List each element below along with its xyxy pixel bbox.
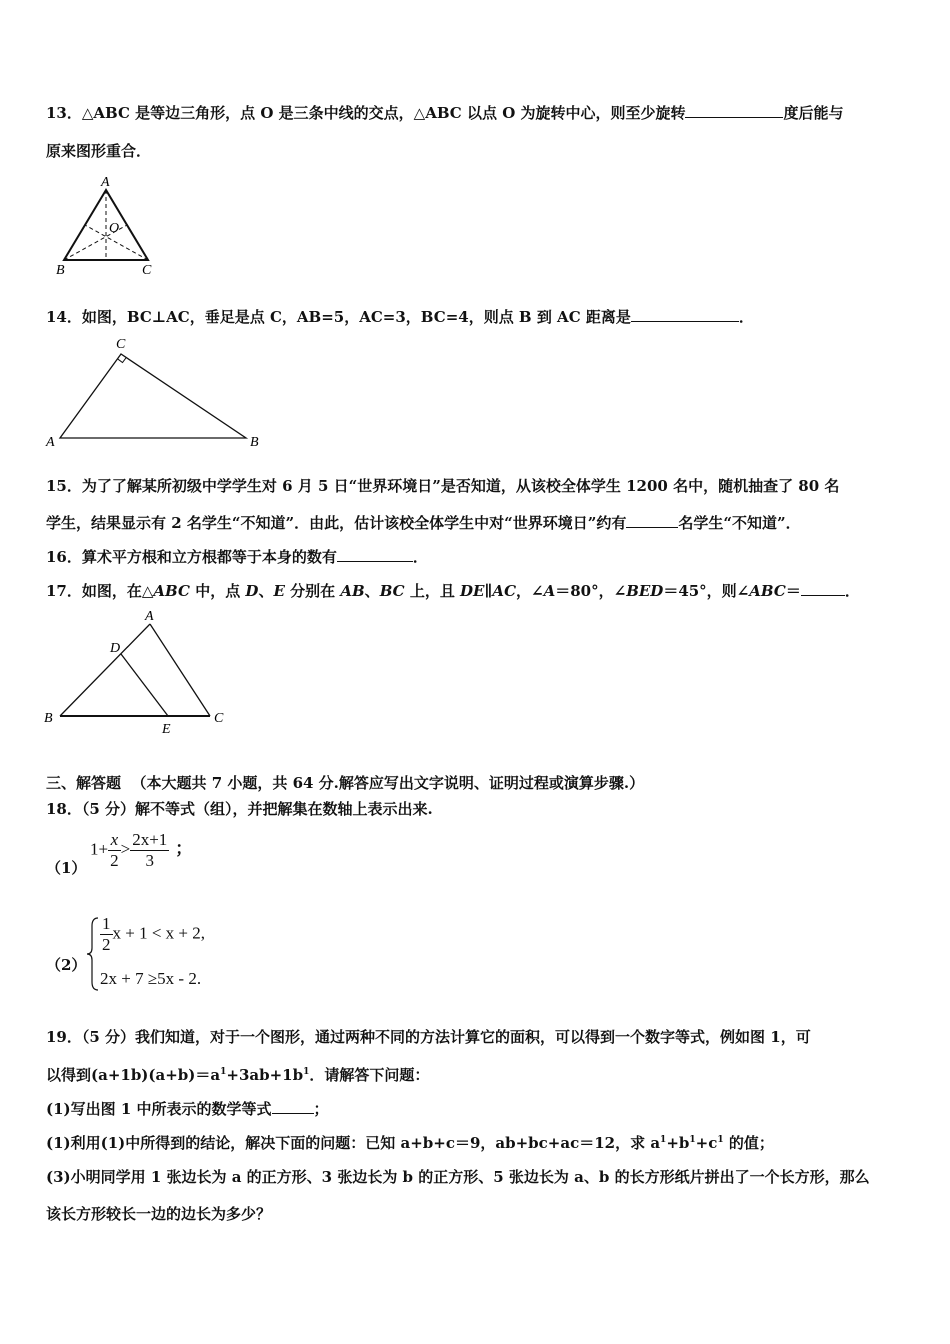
- q14-label-c: C: [116, 337, 126, 352]
- q17-label-c: C: [214, 711, 224, 726]
- q16-answer-blank[interactable]: [337, 547, 413, 562]
- q14-label-b: B: [250, 435, 259, 450]
- q14-label-a: A: [46, 435, 55, 450]
- q19-line1: 19．（5 分）我们知道，对于一个图形，通过两种不同的方法计算它的面积，可以得到一个数字等式，例如图 1，可: [46, 1028, 811, 1046]
- q18-part2-label: （2）: [46, 956, 87, 974]
- q13-equilateral-triangle-figure: [52, 174, 162, 278]
- q18-part1-label: （1）: [46, 859, 87, 877]
- q19-part3-line2: 该长方形较长一边的边长为多少？: [46, 1205, 272, 1223]
- q14-answer-blank[interactable]: [631, 307, 739, 322]
- q14-right-triangle-figure: [40, 332, 270, 452]
- q15-answer-blank[interactable]: [626, 513, 678, 528]
- q13-label-a: A: [101, 175, 110, 190]
- q16-line: 16．算术平方根和立方根都等于本身的数有 ．: [46, 548, 428, 566]
- q17-label-e: E: [162, 722, 171, 737]
- q13-label-b: B: [56, 263, 65, 278]
- q17-triangle-parallel-figure: [40, 606, 240, 740]
- q19-answer-blank[interactable]: [272, 1099, 314, 1114]
- q17-answer-blank[interactable]: [801, 581, 845, 596]
- q13-label-c: C: [142, 263, 152, 278]
- q19-part2: (1)利用(1)中所得到的结论，解决下面的问题：已知 a+b+c＝9，ab+bc+ac＝12，求 $a^1+b^1+c^1$ 的值；: [46, 1134, 774, 1152]
- q13-line1: 13．△ABC 是等边三角形，点 O 是三条中线的交点，△ABC 以点 O 为旋转中心，则至少旋转 度后能与: [46, 104, 844, 122]
- q17-label-b: B: [44, 711, 53, 726]
- q19-line2: 以得到$(a+1b)(a+b)=a^1+3ab+1b^1$．请解答下问题：: [46, 1066, 430, 1084]
- q18-line: 18．（5 分）解不等式（组），并把解集在数轴上表示出来.: [46, 800, 433, 818]
- q19-part1: (1)写出图 1 中所表示的数学等式 ；: [46, 1100, 329, 1118]
- q18-part2-row2: 2x + 7 ≥5x - 2.: [100, 969, 202, 988]
- q15-line1: 15．为了了解某所初级中学学生对 6 月 5 日“世界环境日”是否知道，从该校全体学生 1200 名中，随机抽查了 80 名: [46, 477, 840, 495]
- q14-line: 14．如图，BC⊥AC，垂足是点 C，AB=5，AC=3，BC=4，则点 B 到 AC 距离是 ．: [46, 308, 754, 326]
- q13-answer-blank[interactable]: [685, 103, 783, 118]
- section3-header: 三、解答题 （本大题共 7 小题，共 64 分.解答应写出文字说明、证明过程或演算步骤.）: [46, 774, 645, 792]
- q18-part1-inequality: 1+ $\frac{x}{2}$ > $\frac{2x+1}{3}$ ；: [90, 830, 193, 870]
- q13-label-o: O: [109, 221, 120, 236]
- q13-line2: 原来图形重合．: [46, 142, 152, 160]
- q17-label-d: D: [110, 641, 121, 656]
- q19-part3-line1: (3)小明同学用 1 张边长为 a 的正方形、3 张边长为 b 的正方形、5 张边长为 a、b 的长方形纸片拼出了一个长方形，那么: [46, 1168, 870, 1186]
- q18-system-brace: [86, 916, 100, 992]
- q17-label-a: A: [145, 609, 154, 624]
- q15-line2: 学生，结果显示有 2 名学生“不知道”．由此，估计该校全体学生中对“世界环境日”约有 名学生“不知道”．: [46, 514, 801, 532]
- q17-line: 17．如图，在△ABC 中，点 D、E 分别在 AB、BC 上，且 DE∥AC，∠A＝80°，∠BED＝45°，则∠ABC＝ ．: [46, 582, 860, 600]
- q18-part2-row1: $\frac{1}{2}$ x + 1 < x + 2,: [102, 914, 206, 954]
